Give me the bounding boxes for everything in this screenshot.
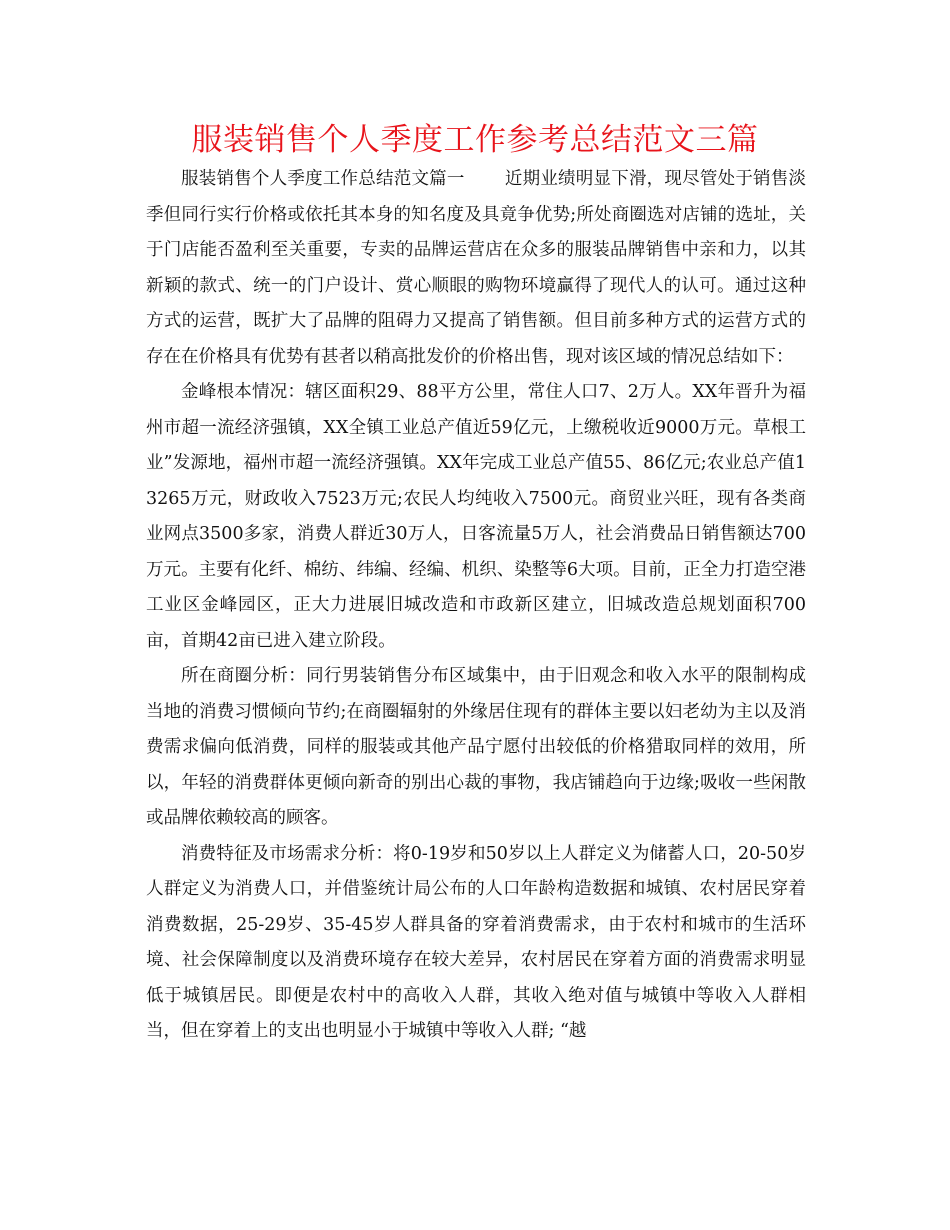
- paragraph-1-text: 近期业绩明显下滑，现尽管处于销售淡季但同行实行价格或依托其本身的知名度及具竟争优势;所处商圈选对店铺的选址，关于门店能否盈利至关重要，专卖的品牌运营店在众多的服装品牌销售中亲和力，以其新颖的款式、统一的门户设计、赏心顺眼的购物环境赢得了现代人的认可。通过这种方式的运营，既扩大了品牌的阻碍力又提高了销售额。但目前多种方式的运营方式的存在在价格具有优势有甚者以稍高批发价的价格出售，现对该区域的情况总结如下：: [146, 169, 807, 367]
- document-body: [146, 162, 806, 1050]
- paragraph-1: [146, 162, 806, 375]
- section-heading: 服装销售个人季度工作总结范文篇一: [181, 169, 465, 189]
- paragraph-3: 所在商圈分析：同行男装销售分布区域集中，由于旧观念和收入水平的限制构成当地的消费习惯倾向节约;在商圈辐射的外缘居住现有的群体主要以妇老幼为主以及消费需求偏向低消费，同样的服装或其他产品宁愿付出较低的价格猎取同样的效用，所以，年轻的消费群体更倾向新奇的别出心裁的事物，我店铺趋向于边缘;吸收一些闲散或品牌依赖较高的顾客。: [146, 666, 806, 828]
- paragraph-4: 消费特征及市场需求分析：将0-19岁和50岁以上人群定义为储蓄人口，20-50岁人群定义为消费人口，并借鉴统计局公布的人口年龄构造数据和城镇、农村居民穿着消费数据，25-29岁、35-45岁人群具备的穿着消费需求，由于农村和城市的生活环境、社会保障制度以及消费环境存在较大差异，农村居民在穿着方面的消费需求明显低于城镇居民。即便是农村中的高收入人群，其收入绝对值与城镇中等收入人群相当，但在穿着上的支出也明显小于城镇中等收入人群; “越: [146, 843, 806, 1041]
- paragraph-2: 金峰根本情况：辖区面积29、88平方公里，常住人口7、2万人。XX年晋升为福州市超一流经济强镇，XX全镇工业总产值近59亿元，上缴税收近9000万元。草根工业”发源地，福州市超一流经济强镇。XX年完成工业总产值55、86亿元;农业总产值13265万元，财政收入7523万元;农民人均纯收入7500元。商贸业兴旺，现有各类商业网点3500多家，消费人群近30万人，日客流量5万人，社会消费品日销售额达700万元。主要有化纤、棉纺、纬编、经编、机织、染整等6大项。目前，正全力打造空港工业区金峰园区，正大力进展旧城改造和市政新区建立，旧城改造总规划面积700亩，首期42亩已进入建立阶段。: [146, 382, 806, 651]
- document-title: 服装销售个人季度工作参考总结范文三篇: [191, 122, 759, 158]
